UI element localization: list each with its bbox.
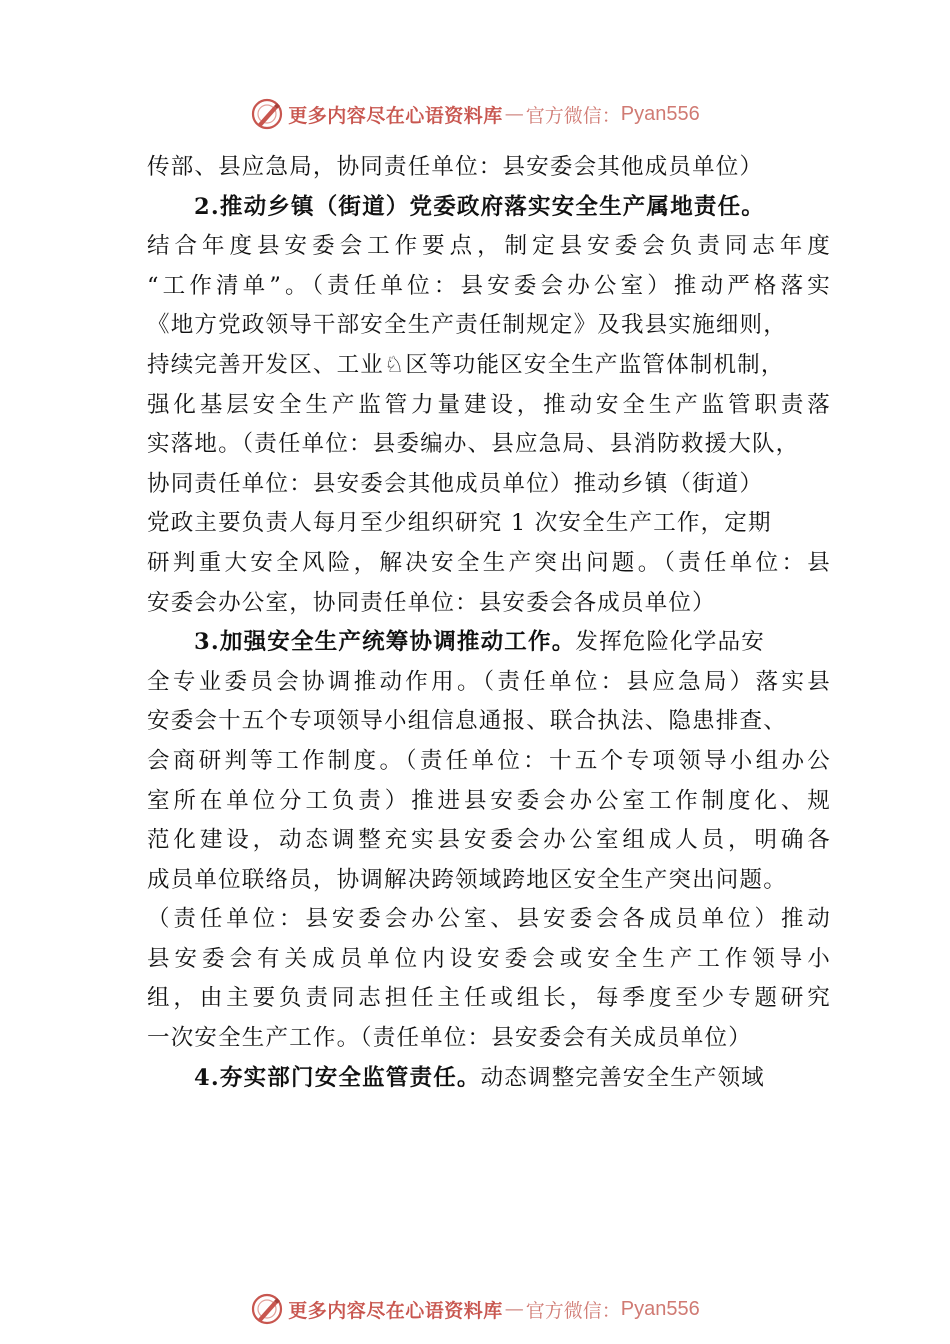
pen-seal-logo-icon — [250, 1292, 284, 1326]
watermark-separator: — — [504, 1298, 524, 1320]
text-line: “工作清单”。（责任单位：县安委会办公室）推动严格落实 — [147, 272, 831, 299]
text-line: 一次安全生产工作。（责任单位：县安委会有关成员单位） — [147, 1025, 752, 1052]
watermark-wechat-label: 官方微信： — [525, 104, 621, 127]
text-line: 研判重大安全风险，解决安全生产突出问题。（责任单位：县 — [147, 549, 831, 576]
section-heading: 3.加强安全生产统筹协调推动工作。 — [194, 629, 576, 656]
text-line: 协同责任单位：县安委会其他成员单位）推动乡镇（街道） — [147, 470, 764, 497]
text-line: 范化建设，动态调整充实县安委会办公室组成人员，明确各 — [147, 827, 831, 854]
text-line: （责任单位：县安委会办公室、县安委会各成员单位）推动 — [147, 906, 831, 933]
watermark-footer — [0, 1289, 950, 1329]
text-line: 党政主要负责人每月至少组织研究 1 次安全生产工作，定期 — [147, 510, 772, 537]
text-line: 强化基层安全生产监管力量建设，推动安全生产监管职责落 — [147, 391, 831, 418]
text-line: 安委会办公室，协同责任单位：县安委会各成员单位） — [147, 589, 716, 616]
text-line: 全专业委员会协调推动作用。（责任单位：县应急局）落实县 — [147, 668, 831, 695]
text-line: 安委会十五个专项领导小组信息通报、联合执法、隐患排查、 — [147, 708, 787, 735]
pen-seal-logo-icon — [250, 97, 284, 131]
watermark-wechat-label: 官方微信： — [525, 1299, 621, 1322]
text-line: 结合年度县安委会工作要点，制定县安委会负责同志年度 — [147, 233, 831, 260]
text-line: 县安委会有关成员单位内设安委会或安全生产工作领导小 — [147, 945, 831, 972]
watermark-wechat-id: Pyan556 — [620, 1297, 700, 1320]
section-heading-line: 4.夯实部门安全监管责任。动态调整完善安全生产领域 — [194, 1064, 765, 1091]
text-line: 会商研判等工作制度。（责任单位：十五个专项领导小组办公 — [147, 747, 831, 774]
section-heading-line — [147, 188, 831, 228]
text-line: 组，由主要负责同志担任主任或组长，每季度至少专题研究 — [147, 985, 831, 1012]
text-line: 传部、县应急局，协同责任单位：县安委会其他成员单位） — [147, 154, 764, 180]
watermark-main-text: 更多内容尽在心语资料库 — [288, 104, 503, 127]
text-line: 持续完善开发区、工业♘区等功能区安全生产监管体制机制， — [147, 351, 785, 378]
section-heading-line: 3.加强安全生产统筹协调推动工作。发挥危险化学品安 — [194, 629, 765, 656]
text-line: 《地方党政领导干部安全生产责任制规定》及我县实施细则， — [147, 312, 787, 339]
watermark-main-text: 更多内容尽在心语资料库 — [288, 1299, 503, 1322]
section-heading: 4.夯实部门安全监管责任。 — [194, 1064, 481, 1091]
watermark-header — [0, 94, 950, 134]
document-body — [147, 148, 831, 1098]
text-line: 成员单位联络员，协调解决跨领域跨地区安全生产突出问题。 — [147, 866, 787, 893]
text-line: 室所在单位分工负责）推进县安委会办公室工作制度化、规 — [147, 787, 831, 814]
watermark-separator: — — [504, 103, 524, 125]
section-heading: 2.推动乡镇（街道）党委政府落实安全生产属地责任。 — [194, 193, 765, 220]
watermark-wechat-id: Pyan556 — [620, 102, 700, 125]
text-line: 实落地。（责任单位：县委编办、县应急局、县消防救援大队， — [147, 431, 800, 458]
